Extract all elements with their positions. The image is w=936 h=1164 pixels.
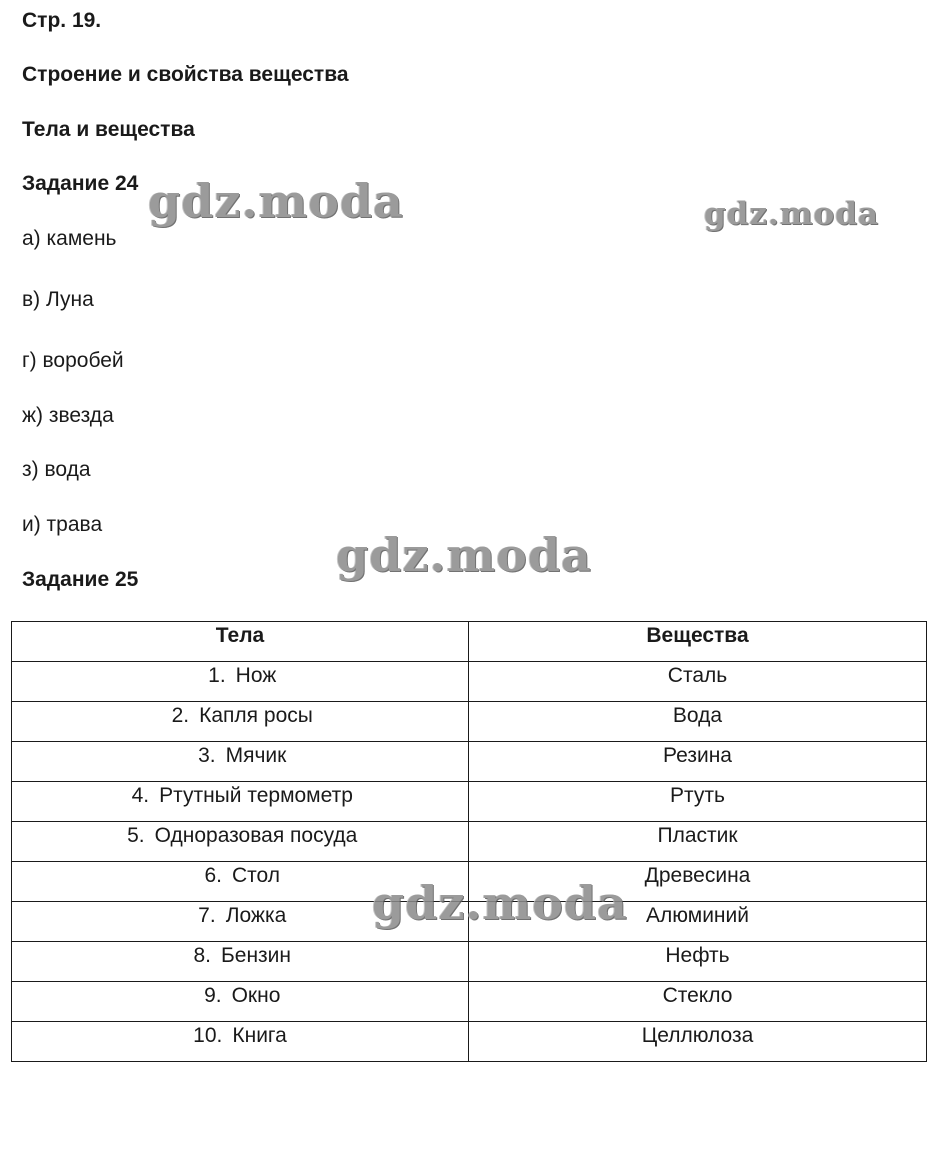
watermark-logo: gdz.moda (704, 196, 879, 232)
body-name: Окно (231, 984, 281, 1007)
body-cell (12, 702, 469, 742)
table-row (12, 1022, 927, 1062)
body-cell (12, 982, 469, 1022)
header-bodies: Тела (12, 622, 469, 662)
table-row (12, 662, 927, 702)
body-name: Ртутный термометр (159, 784, 353, 807)
task25-title: Задание 25 (22, 568, 139, 591)
body-cell (12, 662, 469, 702)
table-row (12, 782, 927, 822)
body-name: Ложка (225, 904, 287, 927)
task24-answer: в) Луна (22, 288, 94, 311)
table-row (12, 822, 927, 862)
row-number: 7. (198, 904, 216, 927)
substance-cell: Стекло (469, 982, 927, 1022)
task24-answer: г) воробей (22, 349, 124, 372)
substances-table (11, 621, 927, 1062)
table-row (12, 742, 927, 782)
watermark-logo: gdz.moda (148, 174, 404, 228)
section-title: Строение и свойства вещества (22, 63, 349, 86)
row-number: 2. (171, 704, 190, 727)
table-header-row (12, 622, 927, 662)
body-name: Капля росы (199, 704, 313, 727)
body-cell (12, 742, 469, 782)
body-name: Бензин (220, 944, 291, 967)
body-cell (12, 782, 469, 822)
task24-answer: з) вода (22, 458, 91, 481)
body-cell (12, 822, 469, 862)
substance-cell: Ртуть (469, 782, 927, 822)
task24-title: Задание 24 (22, 172, 139, 195)
task24-answer: а) камень (22, 227, 117, 250)
page-label: Стр. 19. (22, 9, 102, 32)
row-number: 8. (193, 944, 211, 967)
substance-cell: Древесина (469, 862, 927, 902)
watermark-logo: gdz.moda (336, 528, 592, 582)
body-name: Книга (232, 1024, 287, 1047)
body-name: Мячик (225, 744, 287, 767)
substance-cell: Нефть (469, 942, 927, 982)
table-row (12, 982, 927, 1022)
table-row (12, 942, 927, 982)
row-number: 6. (204, 864, 222, 887)
substance-cell: Резина (469, 742, 927, 782)
body-name: Нож (235, 664, 277, 687)
header-substances: Вещества (469, 622, 927, 662)
subsection-title: Тела и вещества (22, 118, 195, 141)
body-name: Стол (231, 864, 281, 887)
row-number: 3. (198, 744, 216, 767)
substance-cell: Сталь (469, 662, 927, 702)
substance-cell: Пластик (469, 822, 927, 862)
substance-cell: Алюминий (469, 902, 927, 942)
body-cell (12, 942, 469, 982)
substance-cell: Вода (469, 702, 927, 742)
row-number: 9. (204, 984, 222, 1007)
row-number: 1. (208, 664, 226, 687)
body-cell (12, 1022, 469, 1062)
row-number: 5. (127, 824, 145, 847)
substance-cell: Целлюлоза (469, 1022, 927, 1062)
watermark-logo: gdz.moda (372, 876, 628, 930)
body-name: Одноразовая посуда (154, 824, 358, 847)
task24-answer: и) трава (22, 513, 103, 536)
task24-answer: ж) звезда (22, 404, 114, 427)
row-number: 10. (193, 1024, 223, 1047)
row-number: 4. (131, 784, 150, 807)
table-row (12, 702, 927, 742)
